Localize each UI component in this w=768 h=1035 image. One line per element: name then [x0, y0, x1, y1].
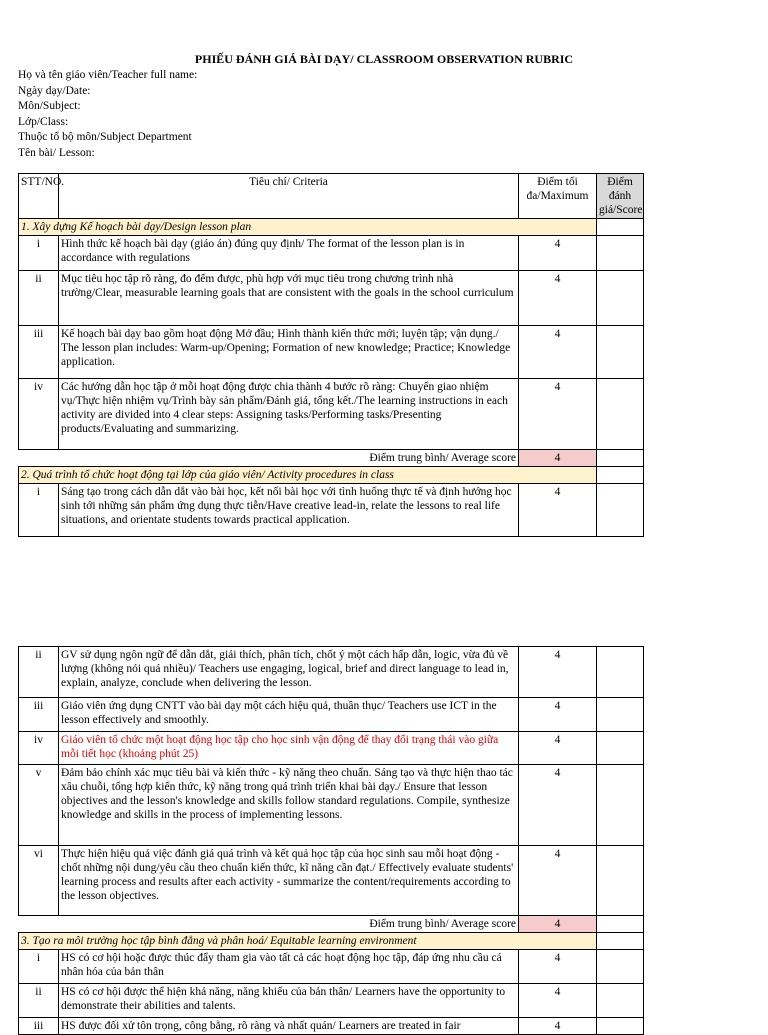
average-row	[19, 916, 644, 933]
table-row	[19, 271, 644, 326]
table-row	[19, 765, 644, 846]
criterion-text: GV sử dụng ngôn ngữ để dẫn dắt, giải thích, phân tích, chốt ý một cách hấp dẫn, logic, vừa đủ về lượng (không nói quá nhiều)/ Teachers use engaging, logical, brief and direct language to lead in, explain, analyze, conclude when delivering the lesson.	[59, 647, 519, 698]
table-row	[19, 236, 644, 271]
table-row	[19, 950, 644, 984]
row-number: v	[19, 765, 59, 846]
table-row	[19, 984, 644, 1018]
row-number: iii	[19, 1018, 59, 1035]
criterion-text: HS có cơ hội được thể hiện khả năng, năng khiếu của bản thân/ Learners have the opportunity to demonstrate their abilities and talents.	[59, 984, 519, 1018]
header-score: Điểm đánh giá/Score	[597, 174, 644, 219]
score-cell[interactable]	[597, 765, 644, 846]
criterion-text: HS được đối xử tôn trọng, công bằng, rõ ràng và nhất quán/ Learners are treated in fair	[59, 1018, 519, 1035]
criterion-text: Đảm bảo chính xác mục tiêu bài và kiến thức - kỹ năng theo chuẩn. Sáng tạo và thực hiện thao tác xâu chuỗi, tổng hợp kiến thức, kỹ năng trong quá trình triển khai bài dạy./ Ensure that lesson objectives and the lesson's knowledge and skills follow standard regulations. Compile, synthesize knowledge and skills in the process of implementing lessons.	[59, 765, 519, 846]
rubric-table-page1	[18, 173, 644, 537]
max-score: 4	[519, 236, 597, 271]
max-score: 4	[519, 647, 597, 698]
score-cell[interactable]	[597, 1018, 644, 1035]
max-score: 4	[519, 765, 597, 846]
document-title: PHIẾU ĐÁNH GIÁ BÀI DẠY/ CLASSROOM OBSERVATION RUBRIC	[194, 52, 574, 66]
score-cell[interactable]	[597, 950, 644, 984]
score-cell[interactable]	[597, 236, 644, 271]
row-number: iii	[19, 698, 59, 732]
score-cell[interactable]	[597, 326, 644, 379]
row-number: iv	[19, 732, 59, 765]
average-row	[19, 450, 644, 467]
max-score: 4	[519, 271, 597, 326]
row-number: ii	[19, 271, 59, 326]
score-cell[interactable]	[597, 984, 644, 1018]
score-cell[interactable]	[597, 732, 644, 765]
criterion-text: Các hướng dẫn học tập ở mỗi hoạt động được chia thành 4 bước rõ ràng: Chuyển giao nhiệm vụ/Thực hiện nhiệm vụ/Trình bày sản phẩm/Đánh giá, tổng kết./The learning instructions in each activity are divided into 4 clear steps: Assigning tasks/Performing tasks/Presenting products/Evaluating and summarizing.	[59, 379, 519, 450]
average-label: Điểm trung bình/ Average score	[19, 450, 519, 467]
score-cell[interactable]	[597, 647, 644, 698]
max-score: 4	[519, 484, 597, 537]
rubric-table-page2	[18, 646, 644, 1035]
criterion-text-highlighted: Giáo viên tổ chức một hoạt động học tập cho học sinh vận động để thay đổi trạng thái vào giữa mỗi tiết học (khoảng phút 25)	[59, 732, 519, 765]
header-stt: STT/NO.	[19, 174, 59, 219]
section-row	[19, 933, 644, 950]
max-score: 4	[519, 698, 597, 732]
row-number: ii	[19, 984, 59, 1018]
average-value: 4	[519, 450, 597, 467]
max-score: 4	[519, 950, 597, 984]
header-row	[19, 174, 644, 219]
score-cell[interactable]	[597, 484, 644, 537]
max-score: 4	[519, 1018, 597, 1035]
section-row	[19, 219, 644, 236]
table-row	[19, 647, 644, 698]
table-row	[19, 846, 644, 916]
header-criteria: Tiêu chí/ Criteria	[59, 174, 519, 219]
score-cell[interactable]	[597, 271, 644, 326]
table-row	[19, 732, 644, 765]
average-label: Điểm trung bình/ Average score	[19, 916, 519, 933]
score-cell[interactable]	[597, 846, 644, 916]
table-row	[19, 1018, 644, 1035]
score-cell[interactable]	[597, 379, 644, 450]
criterion-text: Thực hiện hiệu quả việc đánh giá quá trình và kết quả học tập của học sinh sau mỗi hoạt động - chốt những nội dung/yêu cầu theo chuẩn kiến thức, kĩ năng cần đạt./ Effectively evaluate students' learning process and results after each activity - summarize the content/requirements according to the lesson objectives.	[59, 846, 519, 916]
info-subject: Môn/Subject:	[18, 100, 81, 112]
criterion-text: Mục tiêu học tập rõ ràng, đo đếm được, phù hợp với mục tiêu trong chương trình nhà trường/Clear, measurable learning goals that are consistent with the goals in the school curriculum	[59, 271, 519, 326]
score-cell[interactable]	[597, 698, 644, 732]
table-row	[19, 698, 644, 732]
section-title: 2. Quá trình tổ chức hoạt động tại lớp của giáo viên/ Activity procedures in class	[19, 467, 597, 484]
table-row	[19, 379, 644, 450]
header-max: Điểm tối đa/Maximum	[519, 174, 597, 219]
section-title: 1. Xây dựng Kế hoạch bài dạy/Design lesson plan	[19, 219, 597, 236]
max-score: 4	[519, 326, 597, 379]
teacher-info	[18, 68, 197, 161]
section-title: 3. Tạo ra môi trường học tập bình đẳng và phân hoá/ Equitable learning environment	[19, 933, 597, 950]
table-row	[19, 484, 644, 537]
max-score: 4	[519, 846, 597, 916]
info-lesson: Tên bài/ Lesson:	[18, 146, 95, 159]
max-score: 4	[519, 379, 597, 450]
table-row	[19, 326, 644, 379]
criterion-text: Hình thức kế hoạch bài dạy (giáo án) đúng quy định/ The format of the lesson plan is in accordance with regulations	[59, 236, 519, 271]
row-number: i	[19, 236, 59, 271]
average-value: 4	[519, 916, 597, 933]
row-number: iii	[19, 326, 59, 379]
criterion-text: HS có cơ hội hoặc được thúc đẩy tham gia vào tất cả các hoạt động học tập, đáp ứng nhu cầu cá nhân hóa của bản thân	[59, 950, 519, 984]
criterion-text: Giáo viên ứng dụng CNTT vào bài dạy một cách hiệu quả, thuần thục/ Teachers use ICT in the lesson effectively and smoothly.	[59, 698, 519, 732]
info-class: Lớp/Class:	[18, 115, 69, 128]
info-teacher-name: Họ và tên giáo viên/Teacher full name:	[18, 69, 198, 81]
section-row	[19, 467, 644, 484]
row-number: vi	[19, 846, 59, 916]
max-score: 4	[519, 984, 597, 1018]
row-number: i	[19, 484, 59, 537]
row-number: i	[19, 950, 59, 984]
criterion-text: Sáng tạo trong cách dẫn dắt vào bài học, kết nối bài học với tình huống thực tế và định hướng học sinh tới những sản phẩm ứng dụng thực tiễn/Have creative lead-in, relate the lessons to real life situations, and orientate students towards practical application.	[59, 484, 519, 537]
row-number: iv	[19, 379, 59, 450]
criterion-text: Kế hoạch bài dạy bao gồm hoạt động Mở đầu; Hình thành kiến thức mới; luyện tập; vận dụng./ The lesson plan includes: Warm-up/Opening; Formation of new knowledge; Practice; Knowledge application.	[59, 326, 519, 379]
info-department: Thuộc tổ bộ môn/Subject Department	[18, 131, 192, 143]
max-score: 4	[519, 732, 597, 765]
row-number: ii	[19, 647, 59, 698]
info-date: Ngày dạy/Date:	[18, 84, 91, 97]
